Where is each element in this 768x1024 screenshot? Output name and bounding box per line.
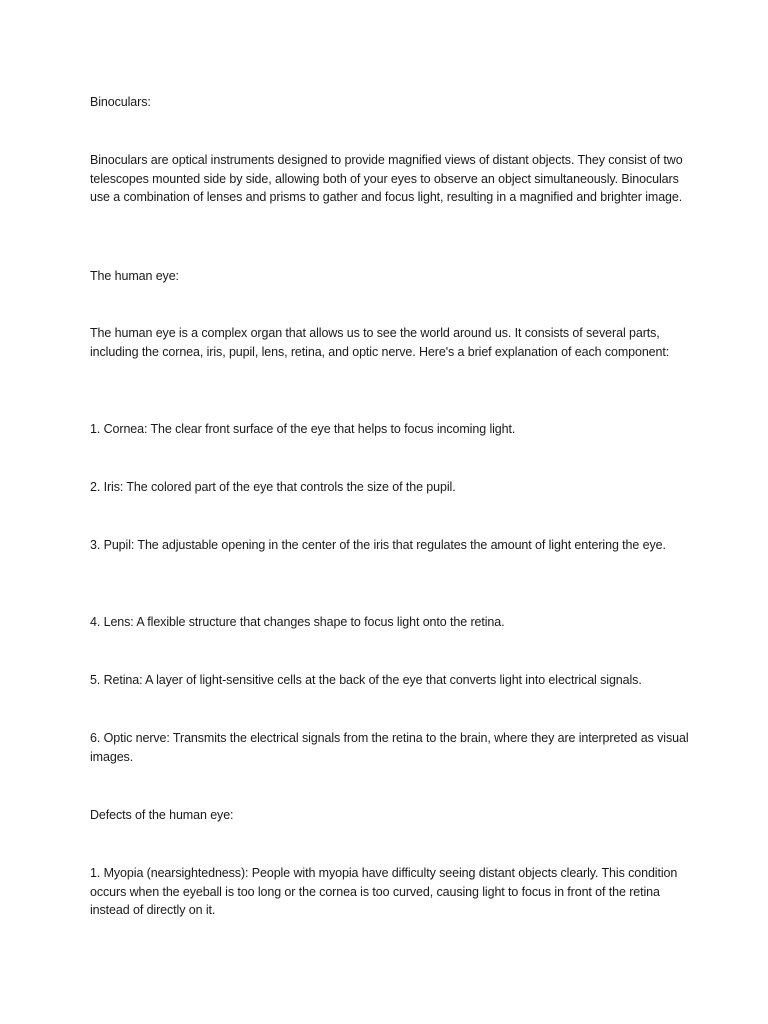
list-item-lens: 4. Lens: A flexible structure that changes shape to focus light onto the retina. — [90, 615, 505, 629]
paragraph-binoculars: Binoculars are optical instruments designed to provide magnified views of distant objects. They consist of two telescopes mounted side by side, allowing both of your eyes to observe an object simultaneously. Binoculars use a combination of lenses and prisms to gather and focus light, resulting in a magnified and brighter image. — [90, 153, 683, 205]
list-item-myopia: 1. Myopia (nearsightedness): People with myopia have difficulty seeing distant objects clearly. This condition occurs when the eyeball is too long or the cornea is too curved, causing light to focus in front of the retina instead of directly on it. — [90, 866, 678, 918]
list-item-optic-nerve: 6. Optic nerve: Transmits the electrical signals from the retina to the brain, where they are interpreted as visual images. — [90, 731, 689, 764]
list-item-pupil: 3. Pupil: The adjustable opening in the center of the iris that regulates the amount of light entering the eye. — [90, 538, 666, 552]
list-item-cornea: 1. Cornea: The clear front surface of the eye that helps to focus incoming light. — [90, 422, 516, 436]
heading-binoculars: Binoculars: — [90, 95, 151, 109]
paragraph-human-eye: The human eye is a complex organ that allows us to see the world around us. It consists of several parts, including the cornea, iris, pupil, lens, retina, and optic nerve. Here's a brief explanation of each component: — [90, 326, 670, 359]
list-item-iris: 2. Iris: The colored part of the eye that controls the size of the pupil. — [90, 480, 456, 494]
heading-defects: Defects of the human eye: — [90, 808, 234, 822]
list-item-retina: 5. Retina: A layer of light-sensitive cells at the back of the eye that converts light into electrical signals. — [90, 673, 642, 687]
heading-human-eye: The human eye: — [90, 269, 179, 283]
